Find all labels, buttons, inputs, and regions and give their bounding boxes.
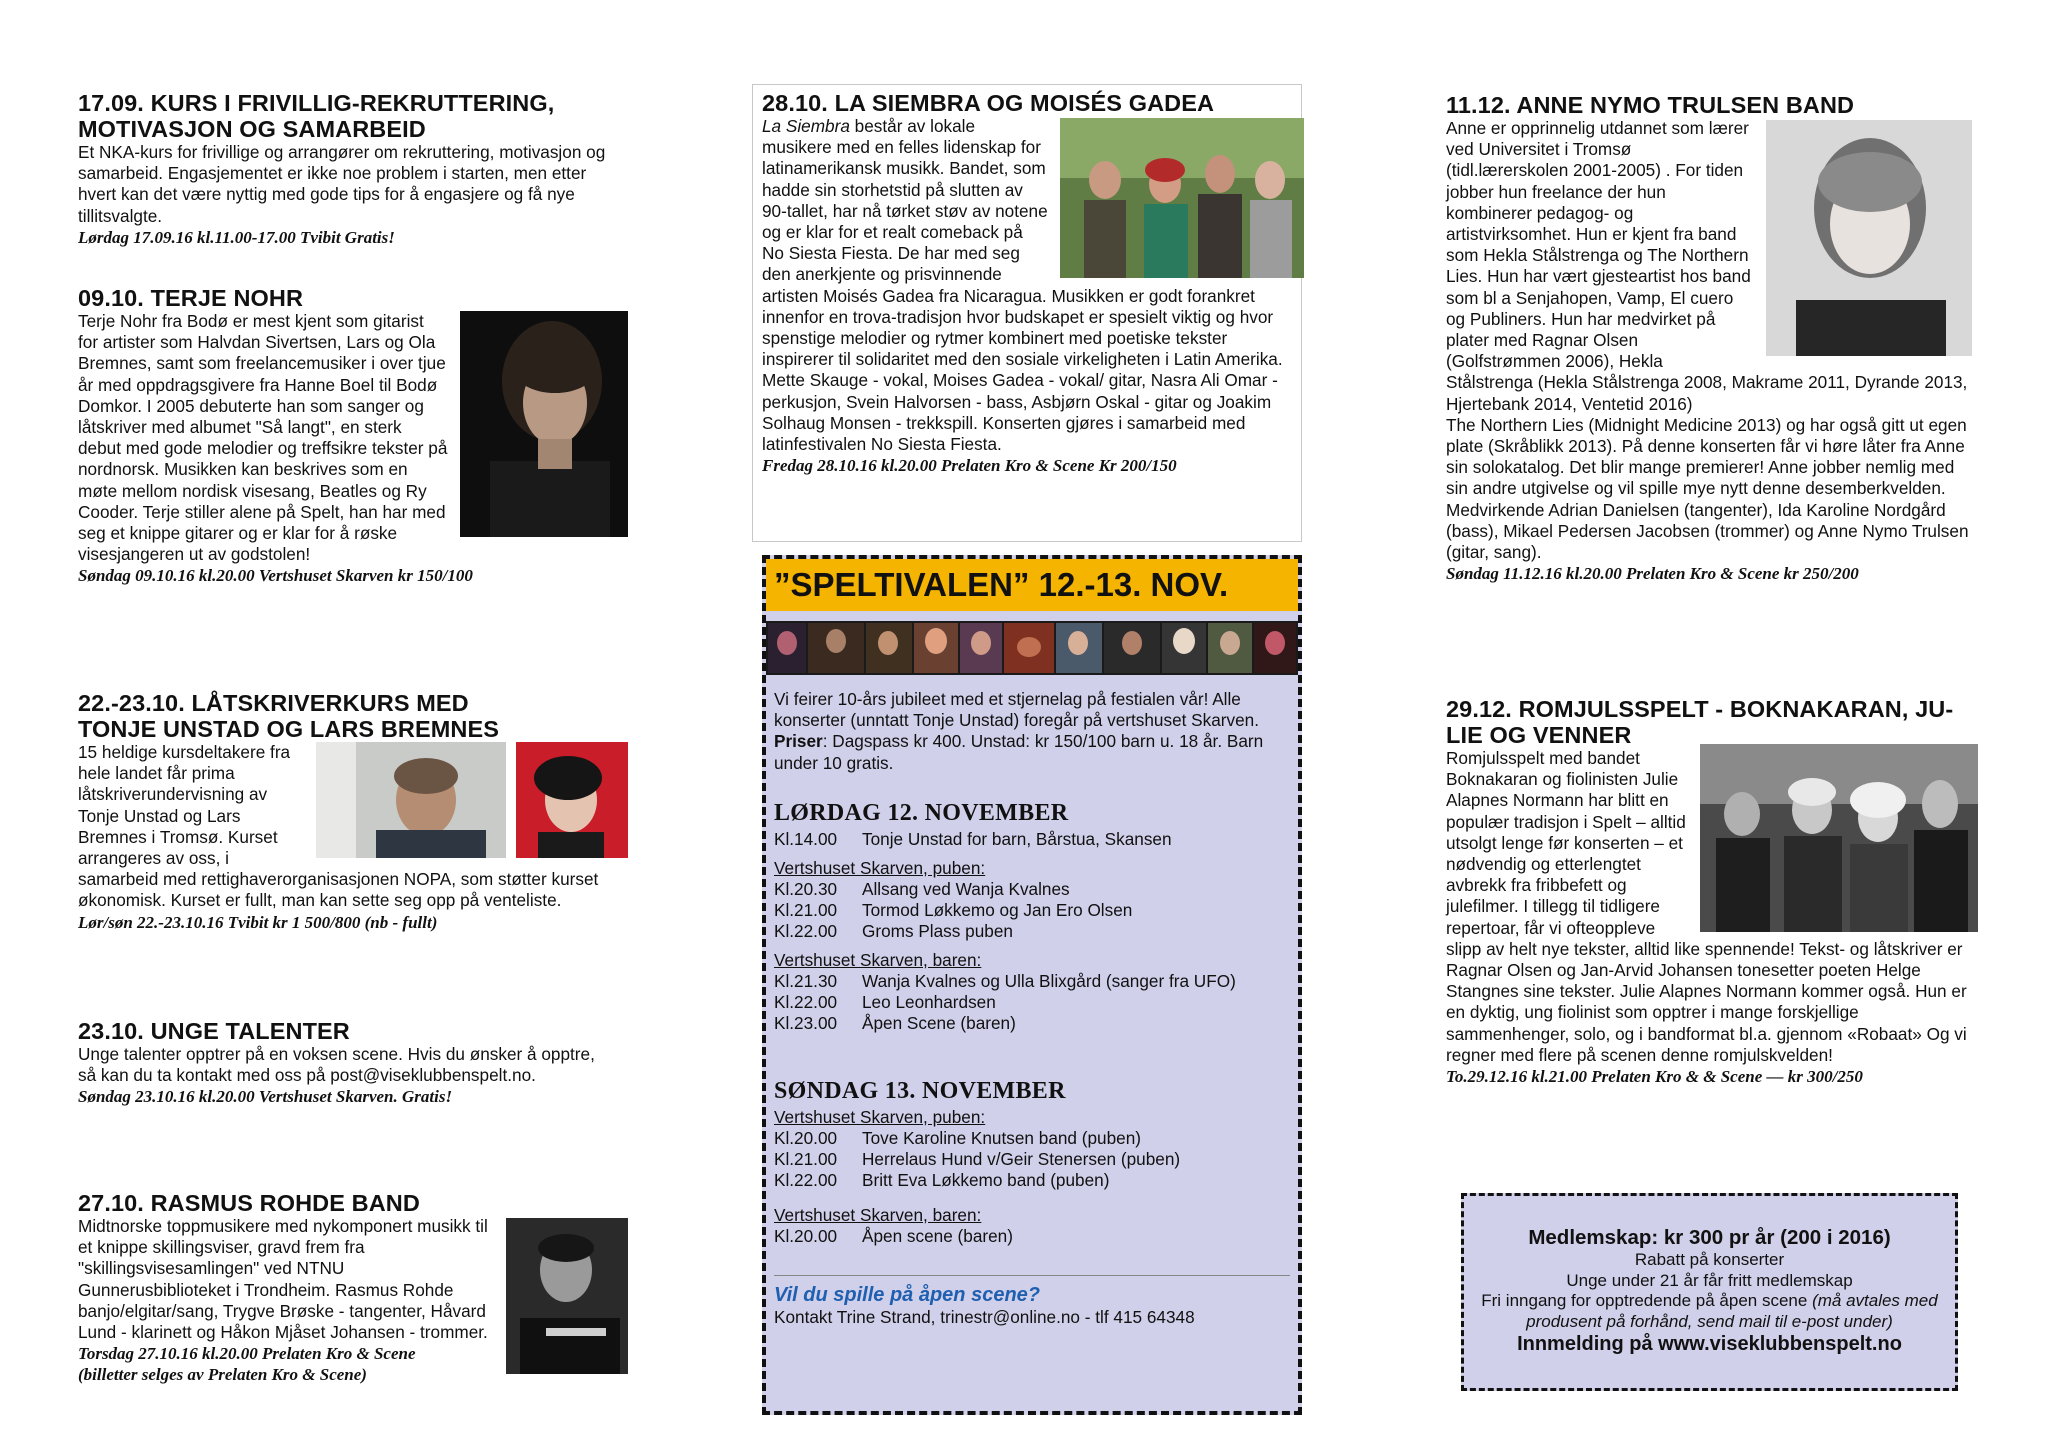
open-stage-cta: Vil du spille på åpen scene?	[774, 1283, 1041, 1306]
event-date: Lør/søn 22.-23.10.16 Tvibit kr 1 500/800 (nb - fullt)	[78, 912, 438, 932]
event-title: 27.10. RASMUS ROHDE BAND	[78, 1190, 420, 1216]
speltivalen-box	[762, 555, 1302, 1415]
event-la-siembra	[762, 90, 1290, 476]
event-latskriverkurs	[78, 690, 618, 933]
event-unge-talenter	[78, 1018, 618, 1107]
event-body: Midtnorske toppmusikere med nykomponert musikk til et knippe skillingsviser, gravd frem fra "skillingsvisesamlingen" ved NTNU Gunnerusbiblioteket i Trondheim. Rasmus Rohde banjo/elgitar/sang, Trygve Brøske - tangenter, Håvard Lund - klarinett og Håkon Mjåset Johansen - trommer.	[78, 1216, 488, 1343]
event-date: Søndag 09.10.16 kl.20.00 Vertshuset Skarven kr 150/100	[78, 566, 473, 586]
event-date: Torsdag 27.10.16 kl.20.00 Prelaten Kro & Scene	[78, 1344, 416, 1364]
event-body: Terje Nohr fra Bodø er mest kjent som gitarist for artister som Halvdan Sivertsen, Lars og Ola Bremnes, samt som freelancemusiker i over tjue år med oppdragsgivere fra Hanne Boel til Bodø Domkor. I 2005 debuterte han som sanger og låtskriver med albumet "Så langt", en sterk debut med gode melodier og treffsikre tekster på nordnorsk. Musikken kan beskrives som en møte mellom nordisk visesang, Beatles og Ry Cooder. Terje stiller alene på Spelt, han har med seg et knippe gitarer og er klar for å røske visesjangeren ut av godstolen!	[78, 311, 448, 565]
speltivalen-intro: Vi feirer 10-års jubileet med et stjernelag på festialen vår! Alle konserter (unntatt Tonje Unstad) foregår på vertshuset Skarven.	[774, 689, 1260, 731]
venue-heading: Vertshuset Skarven, baren:	[774, 1204, 982, 1225]
contact-line: Kontakt Trine Strand, trinestr@online.no - tlf 415 64348	[774, 1306, 1195, 1327]
program-row: Kl.14.00 Tonje Unstad for barn, Bårstua, Skansen	[774, 828, 1172, 849]
speltivalen-program	[774, 689, 1290, 1328]
membership-line: Fri inngang for opptredende på åpen scene	[1481, 1291, 1813, 1310]
event-terje-nohr	[78, 285, 618, 586]
event-date: Søndag 11.12.16 kl.20.00 Prelaten Kro & Scene kr 250/200	[1446, 564, 1859, 584]
membership-line: Rabatt på konserter	[1634, 1250, 1785, 1269]
speltivalen-title: ”SPELTIVALEN” 12.-13. NOV.	[766, 559, 1298, 611]
membership-headline: Medlemskap: kr 300 pr år (200 i 2016)	[1528, 1226, 1891, 1249]
program-row: Kl.23.00 Åpen Scene (baren)	[774, 1012, 1016, 1033]
event-date-note: (billetter selges av Prelaten Kro & Scene)	[78, 1365, 367, 1385]
event-title: 28.10. LA SIEMBRA OG MOISÉS GADEA	[762, 90, 1215, 116]
event-date: Lørdag 17.09.16 kl.11.00-17.00 Tvibit Gratis!	[78, 227, 395, 247]
event-title: 09.10. TERJE NOHR	[78, 285, 304, 311]
event-date: To.29.12.16 kl.21.00 Prelaten Kro & & Scene — kr 300/250	[1446, 1067, 1863, 1087]
event-body: Unge talenter opptrer på en voksen scene. Hvis du ønsker å opptre, så kan du ta kontakt med oss på post@viseklubbenspelt.no.	[78, 1044, 595, 1086]
event-title-line2: TONJE UNSTAD OG LARS BREMNES	[78, 716, 500, 742]
day-heading-saturday: LØRDAG 12. NOVEMBER	[774, 799, 1069, 826]
event-title: 29.12. ROMJULSSPELT - BOKNAKARAN, JU-	[1446, 696, 1954, 722]
event-romjulsspelt	[1446, 696, 1978, 1087]
event-body: Et NKA-kurs for frivillige og arrangører om rekruttering, motivasjon og samarbeid. Engasjementet er ikke noe problem i starten, men etter hvert kan det være nyttig med gode tips for å engasjere og få nye tillitsvalgte.	[78, 142, 606, 226]
event-body-cont: The Northern Lies (Midnight Medicine 2013) og har også gitt ut egen plate (Skråblikk 2013). På denne konserten får vi høre låter fra Anne sin solokatalog. Det blir mange premierer! Anne jobber nemlig med sin andre utgivelse og vil spille mye nytt denne desemberkvelden. Medvirkende Adrian Danielsen (tangenter), Ida Karoline Nordgård (bass), Mikael Pedersen Jacobsen (trommer) og Anne Nymo Trulsen (gitar, sang).	[1446, 414, 1969, 563]
prices-label: Priser	[774, 731, 823, 752]
event-date: Fredag 28.10.16 kl.20.00 Prelaten Kro & Scene Kr 200/150	[762, 456, 1177, 476]
event-rasmus-rohde	[78, 1190, 618, 1385]
event-title-line2: LIE OG VENNER	[1446, 722, 1632, 748]
la-siembra-photo	[1060, 118, 1304, 278]
event-kurs-frivillig	[78, 90, 618, 248]
event-title: 11.12. ANNE NYMO TRULSEN BAND	[1446, 92, 1855, 118]
tonje-lars-photos	[316, 742, 628, 858]
venue-heading: Vertshuset Skarven, puben:	[774, 1106, 986, 1127]
anne-nymo-trulsen-photo	[1766, 120, 1972, 356]
event-body: 15 heldige kursdeltakere fra hele landet får prima låtskriverundervisning av Tonje Unstad og Lars Bremnes i Tromsø. Kurset arrangeres av oss, i samarbeid med rettighaverorganisasjonen NOPA, som støtter kurset økonomisk. Kurset er fullt, man kan sette seg opp på venteliste.	[78, 742, 599, 911]
event-body: Anne er opprinnelig utdannet som lærer ved Universitet i Tromsø (tidl.lærerskolen 2001-2005) . For tiden jobber hun freelance der hun kombinerer pedagog- og artistvirksomhet. Hun er kjent fra band som Hekla Stålstrenga og The Northern Lies. Hun har vært gjesteartist hos band som bl a Senjahopen, Vamp, El cuero og Publiners. Hun har medvirket på plater med Ragnar Olsen (Golfstrømmen 2006), Hekla Stålstrenga (Hekla Stålstrenga 2008, Makrame 2011, Dyrande 2013, Hjertebank 2014, Ventetid 2016)	[1446, 118, 1968, 414]
event-body: består av lokale musikere med en felles lidenskap for latinamerikansk musikk. Bandet, som hadde sin storhetstid på slutten av 90-tallet, har nå tørket støv av notene og er klar for et realt comeback på No Siesta Fiesta. De har med seg den anerkjente og prisvinnende artisten Moisés Gadea fra Nicaragua. Musikken er godt forankret innenfor en trova-tradisjon hvor budskapet er spesielt viktig og hvor spenstige melodier og rytmer kombinert med poetiske tekster inspirerer til solidaritet med den sosiale virkeligheten i Latin Amerika. Mette Skauge - vokal, Moises Gadea - vokal/ gitar, Nasra Ali Omar - perkusjon, Svein Halvorsen - bass, Asbjørn Oskal - gitar og Joakim Solhaug Monsen - trekkspill. Konserten gjøres i samarbeid med latinfestivalen No Siesta Fiesta.	[762, 116, 1283, 455]
venue-heading: Vertshuset Skarven, baren:	[774, 949, 982, 970]
program-row: Kl.22.00 Britt Eva Løkkemo band (puben)	[774, 1169, 1110, 1190]
speltivalen-photo-strip	[766, 621, 1298, 675]
program-row: Kl.21.00 Tormod Løkkemo og Jan Ero Olsen	[774, 899, 1133, 920]
program-row: Kl.20.30 Allsang ved Wanja Kvalnes	[774, 878, 1070, 899]
event-body: Romjulsspelt med bandet Boknakaran og fiolinisten Julie Alapnes Normann har blitt en populær tradisjon i Spelt – alltid utsolgt lenge før konserten – et nødvendig og etterlengtet avbrekk fra fribbefett og julefilmer. I tillegg til tidligere repertoar, får vi ofteoppleve slipp av helt nye tekster, alltid like spennende! Tekst- og låtskriver er Ragnar Olsen og Jan-Arvid Johansen tonesetter poeten Helge Stangnes sine tekster. Julie Alapnes Normann kommer også. Hun er en dyktig, ung fiolinist som opptrer i mange forskjellige sammenhenger, solo, og i bandformat bl.a. gjennom «Robaat» Og vi regner med flere på scenen denne romjulskvelden!	[1446, 748, 1967, 1065]
rasmus-rohde-photo	[506, 1218, 628, 1374]
event-date: Søndag 23.10.16 kl.20.00 Vertshuset Skarven. Gratis!	[78, 1087, 453, 1107]
membership-box	[1461, 1193, 1958, 1391]
event-title: 17.09. KURS I FRIVILLIG-REKRUTTERING,	[78, 90, 555, 116]
program-row: Kl.22.00 Leo Leonhardsen	[774, 991, 996, 1012]
event-title: 23.10. UNGE TALENTER	[78, 1018, 350, 1044]
program-row: Kl.21.00 Herrelaus Hund v/Geir Stenersen (puben)	[774, 1148, 1181, 1169]
event-anne-nymo-trulsen	[1446, 92, 1972, 584]
prices-text: : Dagspass kr 400. Unstad: kr 150/100 barn u. 18 år. Barn under 10 gratis.	[774, 731, 1264, 773]
day-heading-sunday: SØNDAG 13. NOVEMBER	[774, 1077, 1066, 1104]
signup-link[interactable]: Innmelding på www.viseklubbenspelt.no	[1517, 1333, 1902, 1355]
terje-nohr-photo	[460, 311, 628, 537]
membership-note: (må avtales med produsent på forhånd, send mail til e-post under)	[1526, 1291, 1938, 1331]
program-row: Kl.21.30 Wanja Kvalnes og Ulla Blixgård (sanger fra UFO)	[774, 970, 1236, 991]
venue-heading: Vertshuset Skarven, puben:	[774, 857, 986, 878]
event-title-line2: MOTIVASJON OG SAMARBEID	[78, 116, 426, 142]
divider	[774, 1275, 1290, 1276]
program-row: Kl.20.00 Tove Karoline Knutsen band (puben)	[774, 1127, 1142, 1148]
program-row: Kl.22.00 Groms Plass puben	[774, 920, 1013, 941]
boknakaran-photo	[1700, 744, 1978, 932]
event-title: 22.-23.10. LÅTSKRIVERKURS MED	[78, 690, 469, 716]
membership-line: Unge under 21 år får fritt medlemskap	[1566, 1270, 1853, 1290]
band-name: La Siembra	[762, 116, 850, 136]
program-row: Kl.20.00 Åpen scene (baren)	[774, 1225, 1013, 1246]
